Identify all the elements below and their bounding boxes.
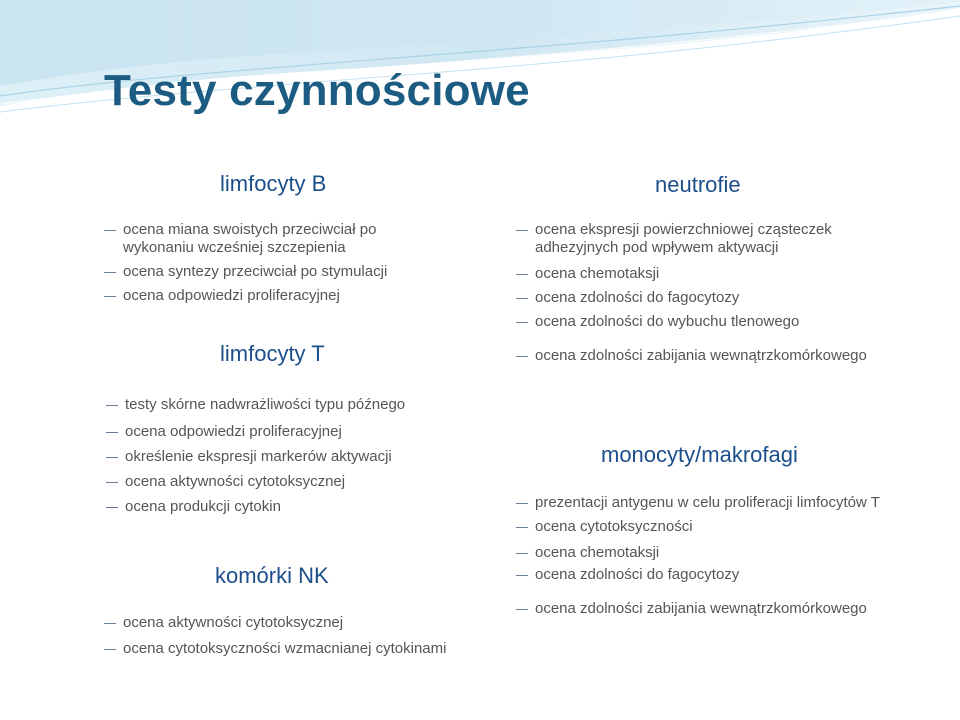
list-item: ocena odpowiedzi proliferacyjnej [104, 287, 434, 305]
heading-monocyty-makrofagi: monocyty/makrofagi [601, 442, 798, 467]
list-item: ocena chemotaksji [516, 544, 936, 562]
list-item: ocena zdolności do fagocytozy [516, 289, 876, 307]
list-limfocyty-t [106, 396, 486, 516]
list-item: ocena zdolności zabijania wewnątrzkomórkowego [516, 600, 936, 618]
list-item: ocena miana swoistych przeciwciał po wykonaniu wcześniej szczepienia [104, 221, 434, 257]
list-item: ocena zdolności zabijania wewnątrzkomórkowego [516, 347, 876, 365]
list-monocyty-makrofagi [516, 494, 936, 618]
list-limfocyty-b [104, 221, 434, 305]
list-item: ocena produkcji cytokin [106, 498, 486, 516]
list-item: ocena aktywności cytotoksycznej [104, 614, 504, 632]
list-item: prezentacji antygenu w celu proliferacji limfocytów T [516, 494, 936, 512]
list-item: testy skórne nadwrażliwości typu późnego [106, 396, 486, 414]
list-item: ocena cytotoksyczności [516, 518, 936, 536]
heading-limfocyty-t: limfocyty T [220, 341, 325, 366]
heading-komorki-nk: komórki NK [215, 563, 329, 588]
heading-limfocyty-b: limfocyty B [220, 171, 327, 196]
list-neutrofie [516, 221, 876, 365]
list-item: ocena zdolności do wybuchu tlenowego [516, 313, 876, 331]
list-item: ocena aktywności cytotoksycznej [106, 473, 486, 491]
list-item: ocena ekspresji powierzchniowej cząsteczek adhezyjnych pod wpływem aktywacji [516, 221, 876, 257]
page-title: Testy czynnościowe [104, 66, 530, 115]
list-item: ocena syntezy przeciwciał po stymulacji [104, 263, 434, 281]
heading-neutrofie: neutrofie [655, 172, 741, 197]
list-item: określenie ekspresji markerów aktywacji [106, 448, 486, 466]
list-item: ocena chemotaksji [516, 265, 876, 283]
list-item: ocena zdolności do fagocytozy [516, 566, 936, 584]
list-item: ocena cytotoksyczności wzmacnianej cytokinami [104, 640, 504, 658]
list-komorki-nk [104, 614, 504, 658]
list-item: ocena odpowiedzi proliferacyjnej [106, 423, 486, 441]
